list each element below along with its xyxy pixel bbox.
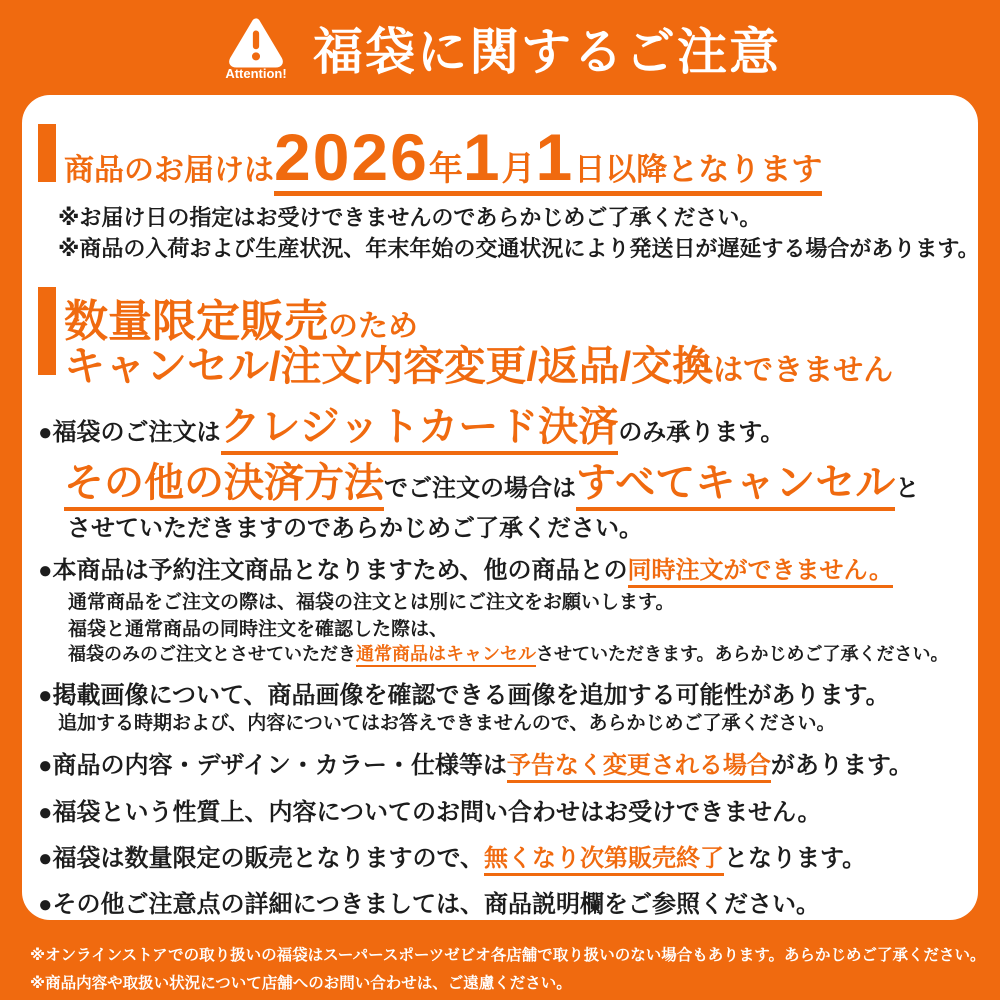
limited-heading-line1: 数量限定販売のため (64, 297, 418, 346)
preorder-sub1: 通常商品をご注文の際は、福袋の注文とは別にご注文をお願いします。 (68, 592, 675, 613)
spec-change-emphasis: 予告なく変更される場合 (507, 752, 771, 783)
attention-badge (219, 18, 293, 81)
delivery-date: 2026年1月1日以降となります (274, 120, 823, 194)
other-payment-emphasis: その他の決済方法 (64, 461, 384, 511)
footer-note-2: ※商品内容や取扱い状況について店舗へのお問い合わせは、ご遠慮ください。 (30, 975, 572, 992)
cancel-all-emphasis: すべてキャンセル (576, 461, 895, 511)
payment-line1: ●福袋のご注文はクレジットカード決済のみ承ります。 (38, 395, 784, 452)
payment-line2: その他の決済方法でご注文の場合はすべてキャンセルと (64, 451, 919, 508)
images-line1: ●掲載画像について、商品画像を確認できる画像を追加する可能性があります。 (38, 682, 890, 709)
preorder-line1: ●本商品は予約注文商品となりますため、他の商品との同時注文ができません。 (38, 550, 893, 585)
delivery-prefix: 商品のお届けは (64, 154, 274, 187)
content-panel (22, 95, 978, 920)
page-title: 福袋に関するご注意 (313, 24, 781, 80)
no-combined-order-emphasis: 同時注文ができません。 (628, 557, 893, 588)
no-inquiry-line: ●福袋という性質上、内容についてのお問い合わせはお受けできません。 (38, 799, 822, 826)
images-sub: 追加する時期および、内容についてはお答えできませんので、あらかじめご了承ください。 (58, 713, 836, 734)
preorder-sub3: 福袋のみのご注文とさせていただき通常商品はキャンセルさせていただきます。あらかじめご了承ください。 (68, 640, 949, 666)
delivery-heading (64, 119, 822, 195)
delivery-note-2: ※商品の入荷および生産状況、年末年始の交通状況により発送日が遅延する場合があります。 (58, 236, 980, 261)
attention-label: Attention! (225, 65, 287, 81)
preorder-sub2: 福袋と通常商品の同時注文を確認した際は、 (68, 619, 449, 640)
credit-card-emphasis: クレジットカード決済 (221, 405, 619, 455)
sold-out-line: ●福袋は数量限定の販売となりますので、無くなり次第販売終了となります。 (38, 838, 866, 873)
delivery-note-1: ※お届け日の指定はお受けできませんのであらかじめご了承ください。 (58, 205, 762, 230)
section-bar (38, 124, 56, 182)
payment-line3: させていただきますのであらかじめご了承ください。 (67, 515, 643, 542)
other-note-line: ●その他ご注意点の詳細につきましては、商品説明欄をご参照ください。 (38, 891, 821, 918)
limited-heading-line2: キャンセル/注文内容変更/返品/交換はできません (64, 343, 894, 389)
section-bar (38, 287, 56, 375)
footer-note-1: ※オンラインストアでの取り扱いの福袋はスーパースポーツゼビオ各店舗で取り扱いのない場合もあります。あらかじめご了承ください。 (30, 947, 986, 964)
sold-out-emphasis: 無くなり次第販売終了 (484, 845, 724, 876)
spec-change-line: ●商品の内容・デザイン・カラー・仕様等は予告なく変更される場合があります。 (38, 745, 913, 780)
normal-item-cancel-emphasis: 通常商品はキャンセル (356, 644, 536, 667)
warning-triangle-icon (227, 18, 285, 68)
header (0, 0, 1000, 96)
footer-notes (30, 942, 990, 998)
